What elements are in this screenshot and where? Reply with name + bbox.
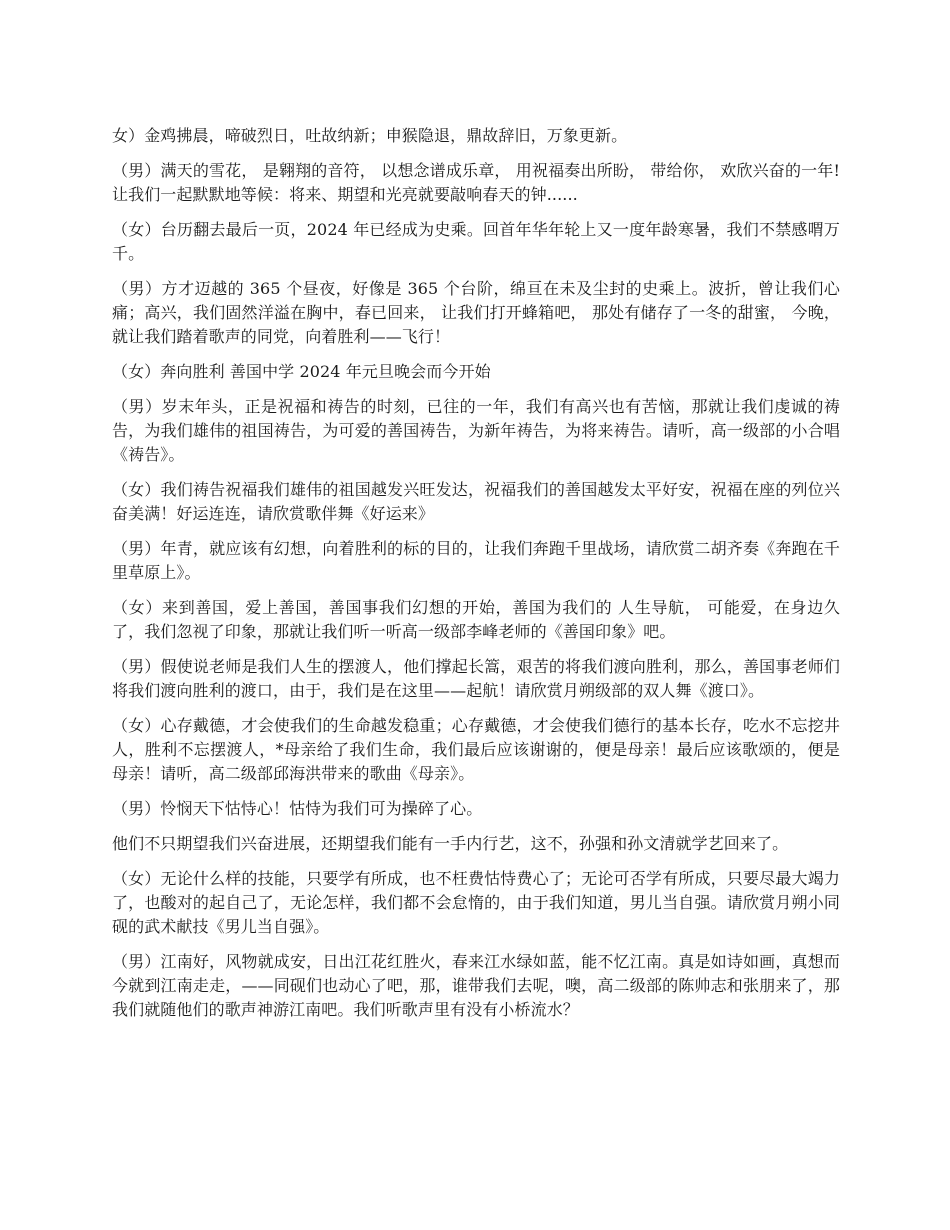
paragraph: （男）假使说老师是我们人生的摆渡人，他们撑起长篙，艰苦的将我们渡向胜利，那么，善国事老师们将我们渡向胜利的渡口，由于，我们是在这里——起航！请欣赏月朔级部的双人舞《渡口》。 bbox=[112, 657, 840, 700]
document-body bbox=[112, 124, 840, 1033]
paragraph: （男）江南好，风物就成安，日出江花红胜火，春来江水绿如蓝，能不忆江南。真是如诗如画，真想而今就到江南走走，——同砚们也动心了吧，那，谁带我们去呢，噢，高二级部的陈帅志和张朋来了，那我们就随他们的歌声神游江南吧。我们听歌声里有没有小桥流水？ bbox=[112, 952, 840, 1019]
paragraph: （男）岁末年头，正是祝福和祷告的时刻，已往的一年，我们有高兴也有苦恼，那就让我们虔诚的祷告，为我们雄伟的祖国祷告，为可爱的善国祷告，为新年祷告，为将来祷告。请听，高一级部的小合唱《祷告》。 bbox=[112, 397, 840, 464]
paragraph: （女）奔向胜利 善国中学 2024 年元旦晚会而今开始 bbox=[112, 362, 491, 381]
paragraph: （女）来到善国，爱上善国，善国事我们幻想的开始，善国为我们的 人生导航， 可能爱，在身边久了，我们忽视了印象，那就让我们听一听高一级部李峰老师的《善国印象》吧。 bbox=[112, 598, 840, 641]
paragraph: （男）年青，就应该有幻想，向着胜利的标的目的，让我们奔跑千里战场，请欣赏二胡齐奏《奔跑在千里草原上》。 bbox=[112, 539, 840, 582]
paragraph: 女）金鸡拂晨，啼破烈日，吐故纳新；申猴隐退，鼎故辞旧，万象更新。 bbox=[112, 126, 628, 145]
paragraph: （男）怜悯天下怙恃心！怙恃为我们可为操碎了心。 bbox=[112, 799, 483, 818]
paragraph: （女）无论什么样的技能，只要学有所成，也不枉费怙恃费心了；无论可否学有所成，只要尽最大竭力了，也酸对的起自己了，无论怎样，我们都不会怠惰的，由于我们知道，男儿当自强。请欣赏月朔小同砚的武术献技《男儿当自强》。 bbox=[112, 869, 840, 936]
paragraph: （男）满天的雪花， 是翱翔的音符， 以想念谱成乐章， 用祝福奏出所盼， 带给你， 欢欣兴奋的一年! 让我们一起默默地等候：将来、期望和光亮就要敲响春天的钟...... bbox=[112, 161, 840, 204]
paragraph: （女）心存戴德，才会使我们的生命越发稳重；心存戴德，才会使我们德行的基本长存，吃水不忘挖井人，胜利不忘摆渡人，*母亲给了我们生命，我们最后应该谢谢的，便是母亲！最后应该歌颂的，便是母亲！请听，高二级部邱海洪带来的歌曲《母亲》。 bbox=[112, 716, 840, 783]
paragraph: （女）台历翻去最后一页，2024 年已经成为史乘。回首年华年轮上又一度年龄寒暑，我们不禁感喟万千。 bbox=[112, 220, 840, 263]
paragraph: 他们不只期望我们兴奋进展，还期望我们能有一手内行艺，这不，孙强和孙文清就学艺回来了。 bbox=[112, 834, 789, 853]
paragraph: （女）我们祷告祝福我们雄伟的祖国越发兴旺发达，祝福我们的善国越发太平好安，祝福在座的列位兴奋美满！好运连连，请欣赏歌伴舞《好运来》 bbox=[112, 480, 840, 523]
paragraph: （男）方才迈越的 365 个昼夜，好像是 365 个台阶，绵亘在未及尘封的史乘上。波折，曾让我们心痛；高兴，我们固然洋溢在胸中，春已回来， 让我们打开蜂箱吧， 那处有储存了一冬的甜蜜， 今晚，就让我们踏着歌声的同党，向着胜利——飞行！ bbox=[112, 279, 840, 346]
